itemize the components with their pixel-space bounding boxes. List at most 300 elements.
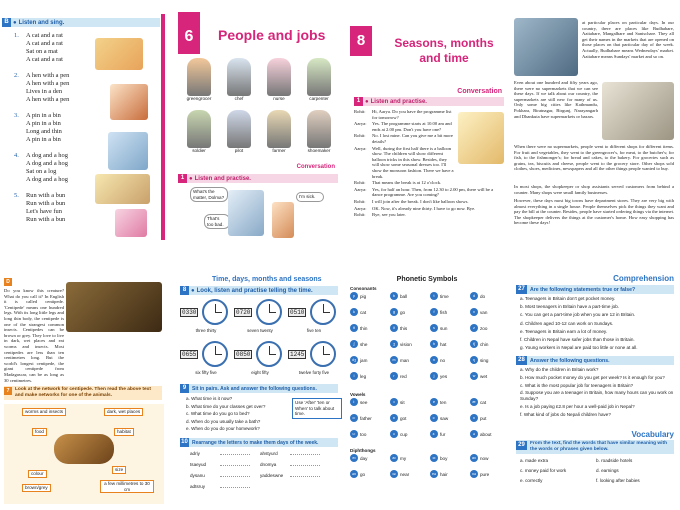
question: c. What time do you go to bed? — [186, 411, 250, 417]
job-label: chef — [234, 96, 244, 101]
list-item: a. Why do the children in Britain work? — [520, 367, 599, 372]
exercise-title: From the text, find the words that have similar meaning with the words or phrases given below. — [530, 441, 667, 452]
symbol-circle: ʌ — [390, 430, 398, 438]
example-word: do — [480, 293, 486, 299]
song-title: Listen and sing. — [18, 19, 65, 26]
phonetic-item — [470, 430, 492, 438]
analog-clock-icon — [202, 341, 228, 367]
phonetic-item — [390, 414, 406, 422]
example-word: go — [400, 309, 406, 315]
phonetic-item — [390, 356, 409, 364]
exercise-title: Listen and practise. — [370, 98, 427, 105]
clocks-grid — [180, 298, 340, 382]
symbol-circle: b — [390, 292, 398, 300]
dog-hog-illustration — [95, 174, 150, 204]
speech: OK. Now, it's already nine thirty. I have to go now. Bye. — [372, 205, 476, 211]
symbol-circle: dʒ — [350, 356, 358, 364]
network-node: worms and insects — [22, 408, 66, 416]
page-edge — [161, 14, 165, 240]
page-seasons — [346, 12, 508, 244]
phonetic-item — [390, 340, 412, 348]
questions-list — [520, 367, 674, 419]
example-word: ball — [400, 293, 408, 299]
phonetic-item — [430, 372, 447, 380]
speech: No. I lost mine. Can you give me a bit more details? — [372, 133, 453, 144]
list-item: d. Suppose you are a teenager in Britain, how many hours can you work on Sunday? — [520, 390, 674, 401]
example-word: wet — [480, 373, 488, 379]
example-word: red — [400, 373, 407, 379]
list-item: c. You can get a part-time job when you are 12 in Britain. — [520, 312, 636, 318]
symbol-circle: uː — [350, 430, 358, 438]
verse-line: A hen with a pen — [26, 96, 70, 103]
speech: I will join after the break. I don't like balloon shows. — [372, 198, 469, 204]
list-item: b. Most teenagers in Britain have a part-time job. — [520, 304, 620, 310]
scrambled-word: dnomya — [260, 462, 277, 467]
question: e. When do you do your homework? — [186, 426, 260, 432]
digital-clock: 1245 — [290, 351, 305, 358]
dialogue-line — [354, 180, 504, 186]
example-word: sit — [400, 399, 405, 405]
phonetic-item — [350, 308, 366, 316]
unit-title: People and jobs — [218, 27, 326, 43]
symbol-circle: j — [430, 372, 438, 380]
dialogue-line — [354, 206, 504, 212]
phonetic-item — [390, 430, 407, 438]
example-word: jam — [360, 357, 368, 363]
speaker: Rohit: — [354, 212, 366, 218]
section-badge: D — [4, 278, 12, 286]
verse-lines — [26, 152, 68, 184]
phonetic-item — [430, 398, 446, 406]
symbol-circle: θ — [350, 324, 358, 332]
speaker: Rohit: — [354, 198, 366, 204]
analog-clock-icon — [310, 299, 336, 325]
phonetic-item — [430, 340, 446, 348]
vowels-label: Vowels — [350, 392, 366, 397]
job-card — [180, 58, 218, 101]
phonetic-item — [430, 414, 448, 422]
job-label: carpenter — [309, 96, 329, 101]
symbol-circle: ɔː — [430, 414, 438, 422]
speaker: Rohit: — [354, 133, 366, 139]
symbol-circle: ɪə — [390, 470, 398, 478]
phonetic-item — [390, 308, 405, 316]
sick-girl-illustration — [272, 202, 294, 238]
dialogue-line — [354, 212, 504, 218]
vocab-item: a. made extra — [520, 458, 549, 463]
phonetic-item — [350, 340, 367, 348]
symbol-circle: əʊ — [351, 472, 357, 476]
analog-clock-icon — [202, 299, 228, 325]
scrambled-word: adriy — [190, 451, 200, 456]
page-phonetic — [346, 272, 508, 508]
exercise-title: Rearrange the letters to make them days of the week. — [192, 439, 319, 446]
job-label: greengrocer — [186, 96, 212, 101]
example-word: ten — [440, 399, 447, 405]
page-people-jobs — [176, 12, 341, 242]
verse — [14, 32, 84, 64]
symbol-circle: ə — [470, 430, 478, 438]
speaker: Aarya: — [354, 205, 367, 211]
job-label: pilot — [234, 148, 244, 153]
phonetic-item — [350, 324, 367, 332]
verse-line: A hen with a pen — [26, 80, 70, 87]
verse-line: Sat on a mat — [26, 48, 58, 55]
job-card — [220, 110, 258, 153]
phonetic-item — [430, 324, 447, 332]
list-item: a. Teenagers in Britain don't get pocket money. — [520, 296, 616, 301]
exercise-number: 28 — [516, 356, 527, 365]
song-badge: B — [2, 18, 11, 27]
answer-line[interactable] — [290, 472, 320, 477]
exercise-1-heading — [354, 97, 504, 106]
scrambled-item — [190, 472, 250, 479]
unit-number: 6 — [184, 28, 194, 45]
answer-line[interactable] — [290, 461, 320, 466]
example-word: chin — [480, 341, 489, 347]
verse-lines — [26, 112, 62, 144]
consonants-label: Consonants — [350, 286, 377, 291]
job-label: shoemaker — [307, 148, 331, 153]
exercise-number: 10 — [181, 439, 188, 445]
job-illustration — [227, 110, 251, 148]
reading-paragraph: However, these days most big towns have department stores. They are very big with almost everything in a single house. People themselves pick the things they want and pay the bill at the counter. Besides, people have started ordering things via the internet. The shopkeeper delivers the things at the customer's home. How easy shopping has become these days! — [514, 198, 674, 226]
exercise-28-heading — [516, 356, 674, 365]
page-time — [176, 272, 342, 508]
phonetic-item — [470, 414, 486, 422]
answer-line[interactable] — [290, 450, 320, 455]
list-item: f. What kind of jobs do Nepali children have? — [520, 411, 611, 417]
example-word: van — [480, 309, 488, 315]
question: b. What time do your classes get over? — [186, 403, 266, 409]
verse-lines — [26, 192, 65, 224]
exercise-title: Answer the following questions. — [530, 357, 610, 364]
list-item: f. Children in Nepal have safer jobs than those in Britain. — [520, 336, 635, 342]
question: a. What time is it now? — [186, 396, 233, 401]
vocab-item: c. money paid for work — [520, 468, 567, 473]
example-word: about — [480, 431, 492, 437]
speech: Yes, for half an hour. Then, from 12.30 to 2.00 pm, there will be a dance programme. Are you coming? — [372, 186, 494, 198]
digital-clock: 0720 — [236, 309, 251, 316]
exercise-number: 1 — [178, 174, 187, 183]
phonetic-item — [430, 430, 445, 438]
hen-illustration — [110, 84, 148, 120]
list-item: d. Children aged 10-12 can work on Sundays. — [520, 320, 614, 326]
symbol-circle: tʃ — [470, 340, 478, 348]
example-word: cat — [360, 309, 367, 315]
page-song — [0, 14, 165, 240]
speech: Bye, see you later. — [372, 212, 406, 218]
scrambled-item — [260, 472, 320, 479]
vocab-item: d. earnings — [596, 468, 619, 473]
question: d. When do you usually take a bath? — [186, 418, 261, 424]
speech-bubble: What's the matter, Dolma? — [190, 187, 228, 202]
verse — [14, 152, 84, 184]
centipede-text: Do you know this creature? What do you call it? In English it is called centipede. 'Centipede' means one hundred legs. With its long little legs and long thin body, the centipede is one of the strangest common insects. Centipedes can be brown or grey. They love to live in dark, wet places and eat worms and insects. Most centipedes are less than ten centimetres long. But the world's longest centipede, the giant centipede from Madagascar, can be as long as 30 centimetres. — [4, 288, 64, 383]
phonetic-item — [470, 356, 488, 364]
example-word: my — [400, 455, 407, 461]
example-word: got — [400, 415, 407, 421]
answer-line[interactable] — [220, 461, 250, 466]
phonetic-item — [350, 414, 372, 422]
list-item: e. Teenagers in Britain earn a lot of money. — [520, 328, 608, 334]
dialogue-line — [354, 199, 504, 205]
answer-line[interactable] — [220, 450, 250, 455]
symbol-circle: aɪ — [390, 454, 398, 462]
job-illustration — [187, 58, 211, 96]
comprehension-title: Comprehension — [613, 274, 674, 283]
symbol-circle: ʃ — [350, 340, 358, 348]
job-card — [300, 58, 338, 101]
verse-number: 3. — [14, 112, 19, 119]
reading-paragraph: Even about one hundred and fifty years ago, there were no supermarkets that we can see these days. If we talk about our country, the supermarkets are still new for many of us. Only some big cities like Kathmandu, Pokhara, Biratnagar, Birgunj, Narayangarh and Dhankuta have supermarkets or bazars. — [514, 80, 598, 119]
unit-number: 8 — [356, 32, 366, 49]
page-centipede — [0, 272, 168, 508]
verse-line: A cat and a rat — [26, 40, 63, 47]
diphthongs-label: Diphthongs — [350, 448, 376, 453]
pin-bin-illustration — [108, 132, 148, 170]
cat-rat-illustration — [95, 38, 143, 70]
network-node: habitat — [114, 428, 134, 436]
reading-paragraph: When there were no supermarkets, people went to different shops for different items. For fruit and vegetables, they went to the greengrocer's, for meat, to the butcher's; for fish, to the fishmonger's; for bread and cakes, to the bakery. For groceries such as grains, tea, biscuits and cheese, people went to the grocery store. Other shops sold clothes, shoes, medicines, newspapers and all the other things people wanted to buy. — [514, 144, 674, 172]
verse-line: A pin in a bin — [26, 120, 61, 127]
job-illustration — [187, 110, 211, 148]
symbol-circle: iː — [350, 398, 358, 406]
symbol-circle: s — [430, 324, 438, 332]
example-word: fur — [440, 431, 446, 437]
play-icon: ● — [365, 98, 369, 105]
phonetic-item — [390, 292, 407, 300]
symbol-circle: ʒ — [390, 340, 398, 348]
scrambled-word: dysanu — [190, 473, 205, 478]
phonetic-item — [390, 470, 409, 478]
example-word: day — [360, 455, 368, 461]
job-illustration — [227, 58, 251, 96]
phonetic-item — [350, 398, 367, 406]
verse-line: A hen with a pen — [26, 72, 70, 79]
job-label: nurse — [273, 96, 285, 101]
exercise-title: Look, listen and practise telling the time. — [196, 287, 313, 294]
exercise-7-heading — [4, 386, 162, 400]
digital-clock: 0850 — [236, 351, 251, 358]
symbol-circle: f — [430, 308, 438, 316]
example-word: she — [360, 341, 368, 347]
symbol-circle: v — [470, 308, 478, 316]
verse-line: A pin in a bin — [26, 112, 61, 119]
example-word: pure — [480, 471, 490, 477]
phonetic-item — [350, 470, 365, 478]
phonetic-item — [390, 324, 407, 332]
phonetic-item — [470, 292, 485, 300]
speaker: Rohit: — [354, 109, 366, 114]
symbol-circle: l — [350, 372, 358, 380]
job-label: soldier — [192, 148, 206, 153]
symbol-circle: r — [390, 372, 398, 380]
market-photo — [514, 18, 578, 76]
symbol-circle: g — [390, 308, 398, 316]
conversation-label: Conversation — [457, 88, 502, 95]
example-word: cup — [400, 431, 408, 437]
exercise-title: Look at the network for centipede. Then read the above text and make networks for one of the animals. — [15, 387, 151, 398]
bun-illustration — [115, 209, 147, 237]
scrambled-word: yaddeswne — [260, 473, 284, 478]
example-word: fish — [440, 309, 448, 315]
speech: Yes. The programme starts at 10.00 am and ends at 2.00 pm. Don't you have one? — [372, 121, 452, 132]
network-diagram — [4, 404, 164, 504]
list-item: b. How much pocket money do you get per week? Is it enough for you? — [520, 374, 665, 380]
verse-line: Lives in a den — [26, 88, 63, 95]
phonetic-item — [350, 356, 367, 364]
verse-lines — [26, 72, 69, 104]
exercise-29-heading — [516, 440, 674, 454]
answer-line[interactable] — [220, 472, 250, 477]
exercise-27-heading — [516, 285, 674, 294]
verse — [14, 72, 84, 104]
song-heading — [2, 18, 160, 27]
job-card — [220, 58, 258, 101]
network-node: food — [32, 428, 47, 436]
example-word: man — [400, 357, 409, 363]
job-label: farmer — [272, 148, 286, 153]
phonetic-item — [470, 372, 487, 380]
phonetic-item — [470, 340, 488, 348]
example-word: this — [400, 325, 408, 331]
digital-clock: 0330 — [182, 309, 197, 316]
example-word: time — [440, 293, 449, 299]
symbol-circle: æ — [470, 398, 478, 406]
network-node: colour — [28, 470, 47, 478]
phonetic-item — [430, 292, 449, 300]
supermarket-photo — [602, 82, 674, 140]
page-comprehension — [512, 272, 678, 508]
phonetic-item — [470, 324, 487, 332]
example-word: no — [440, 357, 446, 363]
exercise-title: Sit in pairs. Ask and answer the following questions. — [192, 385, 317, 392]
song-verses — [14, 32, 84, 232]
phonetic-title: Phonetic Symbols — [396, 276, 458, 283]
job-card — [260, 110, 298, 153]
verse-line: A pin in a bin — [26, 136, 61, 143]
symbol-circle: n — [430, 356, 438, 364]
symbol-circle: ɪ — [390, 398, 398, 406]
job-illustration — [267, 58, 291, 96]
phonetic-item — [350, 454, 367, 462]
clock-label: five ten — [306, 328, 322, 333]
true-false-list — [520, 296, 674, 353]
symbol-circle: d — [470, 292, 478, 300]
speaker: Rohit: — [354, 180, 366, 186]
scrambled-item — [190, 483, 250, 490]
unit-title: Seasons, months and time — [394, 36, 494, 65]
analog-clock-icon — [256, 299, 282, 325]
answer-line[interactable] — [220, 483, 250, 488]
reading-paragraph: at particular places on particular days. In our country, there are places like Budhabare, Aaitabare, Mangalbare and Sanischare. They all get their names in the markets that are opened on those places on that particular day of the week. Actually, Budhabare means Wednesdays' market. Aaitabare means Sundays' market and so on. — [582, 20, 674, 59]
phonetic-item — [390, 372, 407, 380]
speech-bubble: I'm sick. — [296, 192, 324, 202]
speech: Hi, Aarya. Do you have the programme list for tomorrow? — [372, 109, 452, 120]
symbol-circle: eɪ — [350, 454, 358, 462]
conversation-label: Conversation — [296, 164, 335, 170]
speech: That means the break is at 12 o'clock. — [372, 180, 442, 186]
scrambled-word: ahstyurd — [260, 451, 278, 456]
play-icon: ● — [189, 175, 193, 182]
clock-label: three thirty — [195, 328, 217, 333]
exercise-number: 7 — [4, 387, 12, 395]
centipede-photo — [66, 282, 162, 332]
list-item: g. Young workers in Nepal are paid too little or none at all. — [520, 345, 638, 351]
example-word: put — [480, 415, 487, 421]
scrambled-word: adtsruy — [190, 484, 206, 489]
section-title: Time, days, months and seasons — [212, 276, 322, 283]
example-word: go — [360, 471, 366, 477]
list-item: e. Is a job paying £2.8 per hour a well-paid job in Nepal? — [520, 403, 635, 409]
symbol-circle: z — [470, 324, 478, 332]
example-word: hair — [440, 471, 448, 477]
dialogue-line — [354, 187, 504, 198]
questions-list — [186, 396, 286, 434]
example-word: leg — [360, 373, 367, 379]
doctor-illustration — [228, 190, 264, 236]
verse — [14, 192, 84, 224]
exercise-10-heading — [180, 438, 338, 447]
verse-line: Let's have fun — [26, 208, 62, 215]
clock-label: seven twenty — [247, 328, 273, 333]
page-reading — [512, 12, 677, 244]
exercise-title: Listen and practise. — [194, 175, 251, 182]
verse-line: Run with a bun — [26, 216, 66, 223]
verse-number: 2. — [14, 72, 19, 79]
exercise-number: 8 — [180, 286, 189, 295]
scrambled-item — [260, 461, 320, 468]
exercise-number: 9 — [180, 384, 189, 393]
exercise-number: 27 — [516, 285, 527, 294]
symbol-circle: p — [350, 292, 358, 300]
example-word: near — [400, 471, 410, 477]
network-node: a few millimetres to 30 cm — [100, 480, 154, 493]
verse-line: Run with a bun — [26, 192, 66, 199]
symbol-circle: k — [350, 308, 358, 316]
symbol-circle: ɜː — [430, 430, 438, 438]
clock-label: six fifty five — [195, 370, 217, 375]
school-children-illustration — [458, 112, 504, 164]
verse-line: A cat and a rat — [26, 32, 63, 39]
exercise-9-heading — [180, 384, 338, 393]
verse-line: Run with a bun — [26, 200, 66, 207]
vocabulary-title: Vocabulary — [631, 430, 674, 439]
digital-clock: 0655 — [182, 351, 197, 358]
phonetic-item — [350, 430, 366, 438]
example-word: boy — [440, 455, 448, 461]
symbol-circle: ð — [390, 324, 398, 332]
example-word: yes — [440, 373, 448, 379]
network-node: size — [112, 466, 126, 474]
clock-label: eight fifty — [251, 370, 269, 375]
symbol-circle: ʊ — [470, 414, 478, 422]
exercise-number: 1 — [354, 97, 363, 106]
vocab-item: b. roadside hotels — [596, 458, 633, 463]
exercise-1-heading — [178, 174, 338, 183]
phonetic-item — [430, 470, 448, 478]
clock-label: twelve forty five — [298, 370, 330, 375]
example-word: now — [480, 455, 489, 461]
phonetic-item — [430, 308, 447, 316]
job-card — [300, 110, 338, 153]
verse-number: 1. — [14, 32, 19, 39]
scrambled-item — [190, 461, 250, 468]
example-word: hat — [440, 341, 447, 347]
vocab-item: f. looking after babies — [596, 478, 640, 483]
symbol-circle: h — [430, 340, 438, 348]
